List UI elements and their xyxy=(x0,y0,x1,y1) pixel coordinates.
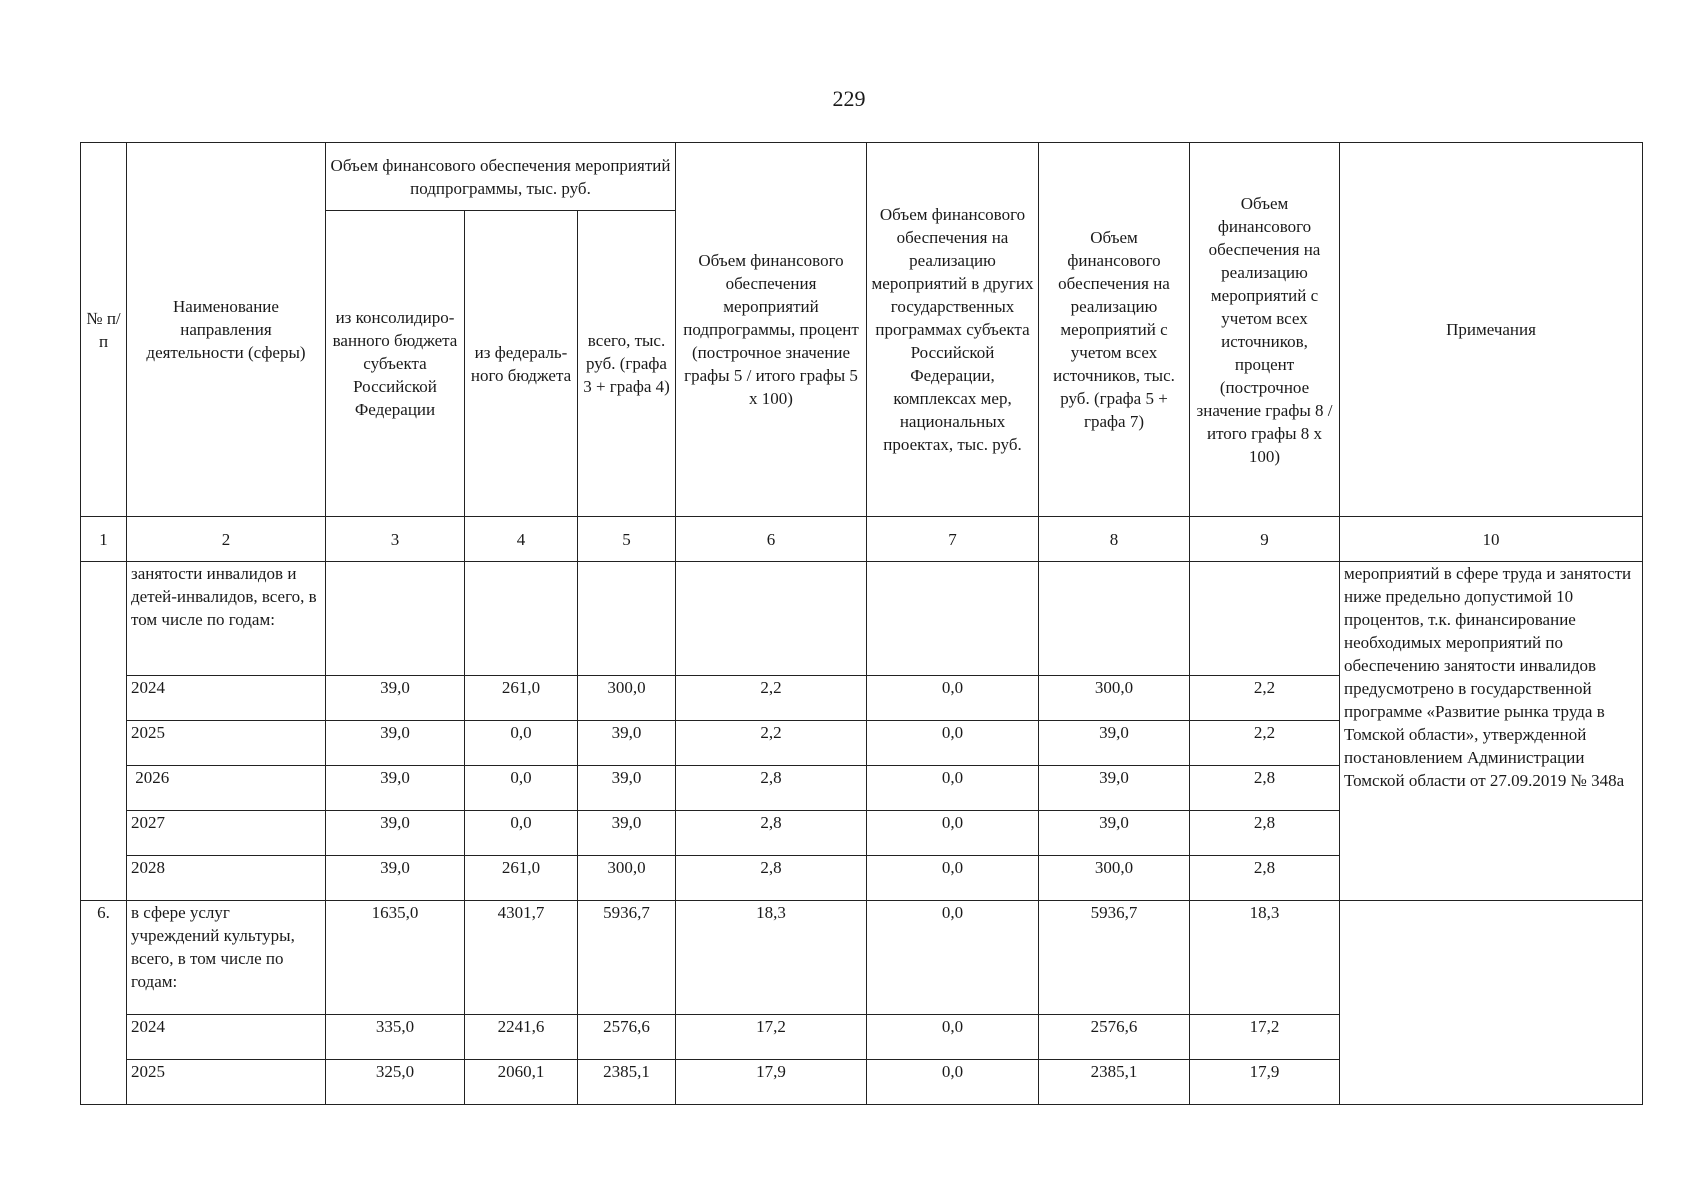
column-number: 1 xyxy=(81,517,127,562)
header-all-sources-amount: Объем финансового обеспечения на реализацию мероприятий с учетом всех источников, тыс. руб. (графа 5 + графа 7) xyxy=(1039,143,1190,517)
value-cell: 2576,6 xyxy=(1039,1015,1190,1060)
header-subprogram-percent: Объем финансового обеспечения мероприятий подпрограммы, процент (построчное значение графы 5 / итого графы 5 х 100) xyxy=(676,143,867,517)
value-cell: 2,8 xyxy=(676,811,867,856)
header-notes: Примечания xyxy=(1340,143,1643,517)
value-cell: 0,0 xyxy=(465,766,578,811)
value-cell: 2576,6 xyxy=(578,1015,676,1060)
value-cell: 261,0 xyxy=(465,676,578,721)
year-cell: 2026 xyxy=(127,766,326,811)
value-cell: 39,0 xyxy=(1039,811,1190,856)
value-cell: 39,0 xyxy=(1039,721,1190,766)
value-cell: 2385,1 xyxy=(578,1060,676,1105)
value-cell: 1635,0 xyxy=(326,901,465,1015)
value-cell: 325,0 xyxy=(326,1060,465,1105)
value-cell: 39,0 xyxy=(578,721,676,766)
value-cell: 0,0 xyxy=(867,766,1039,811)
column-number: 7 xyxy=(867,517,1039,562)
column-number: 2 xyxy=(127,517,326,562)
year-cell: 2028 xyxy=(127,856,326,901)
value-cell: 17,2 xyxy=(1190,1015,1340,1060)
value-cell: 0,0 xyxy=(867,811,1039,856)
value-cell: 2,2 xyxy=(676,676,867,721)
header-federal-budget: из федераль-ного бюджета xyxy=(465,211,578,517)
column-number: 10 xyxy=(1340,517,1643,562)
value-cell: 17,9 xyxy=(676,1060,867,1105)
value-cell: 0,0 xyxy=(867,676,1039,721)
year-cell: 2024 xyxy=(127,1015,326,1060)
value-cell: 300,0 xyxy=(1039,856,1190,901)
value-cell: 0,0 xyxy=(867,1015,1039,1060)
page-number: 229 xyxy=(832,86,866,111)
row-index xyxy=(81,562,127,901)
note-cell: мероприятий в сфере труда и занятости ниже предельно допустимой 10 процентов, т.к. финансирование необходимых мероприятий по обеспечению занятости инвалидов предусмотрено в государственной программе «Развитие рынка труда в Томской области», утвержденной постановлением Администрации Томской области от 27.09.2019 № 348а xyxy=(1340,562,1643,901)
value-cell: 0,0 xyxy=(465,721,578,766)
value-cell: 300,0 xyxy=(578,856,676,901)
value-cell: 2,2 xyxy=(676,721,867,766)
year-cell: 2027 xyxy=(127,811,326,856)
value-cell: 18,3 xyxy=(1190,901,1340,1015)
value-cell: 2385,1 xyxy=(1039,1060,1190,1105)
table-row xyxy=(81,901,1643,1015)
empty-cell xyxy=(1190,562,1340,676)
empty-cell xyxy=(465,562,578,676)
value-cell: 0,0 xyxy=(465,811,578,856)
column-number: 3 xyxy=(326,517,465,562)
header-other-programs: Объем финансового обеспечения на реализацию мероприятий в других государственных программах субъекта Российской Федерации, комплексах мер, национальных проектах, тыс. руб. xyxy=(867,143,1039,517)
value-cell: 0,0 xyxy=(867,901,1039,1015)
value-cell: 39,0 xyxy=(326,856,465,901)
value-cell: 0,0 xyxy=(867,721,1039,766)
empty-cell xyxy=(578,562,676,676)
value-cell: 39,0 xyxy=(326,811,465,856)
table-row xyxy=(81,562,1643,676)
value-cell: 39,0 xyxy=(326,766,465,811)
value-cell: 261,0 xyxy=(465,856,578,901)
value-cell: 17,9 xyxy=(1190,1060,1340,1105)
value-cell: 39,0 xyxy=(1039,766,1190,811)
year-cell: 2025 xyxy=(127,721,326,766)
empty-cell xyxy=(1039,562,1190,676)
value-cell: 335,0 xyxy=(326,1015,465,1060)
value-cell: 300,0 xyxy=(1039,676,1190,721)
empty-cell xyxy=(867,562,1039,676)
column-number: 8 xyxy=(1039,517,1190,562)
value-cell: 2,8 xyxy=(1190,811,1340,856)
column-number: 5 xyxy=(578,517,676,562)
header-consolidated-budget: из консолидиро-ванного бюджета субъекта Российской Федерации xyxy=(326,211,465,517)
header-activity-name: Наименование направления деятельности (сферы) xyxy=(127,143,326,517)
value-cell: 2,2 xyxy=(1190,676,1340,721)
value-cell: 39,0 xyxy=(326,721,465,766)
value-cell: 39,0 xyxy=(326,676,465,721)
value-cell: 2,2 xyxy=(1190,721,1340,766)
activity-title: в сфере услуг учреждений культуры, всего, в том числе по годам: xyxy=(127,901,326,1015)
header-all-sources-percent: Объем финансового обеспечения на реализацию мероприятий с учетом всех источников, процент (построчное значение графы 8 / итого графы 8 х 100) xyxy=(1190,143,1340,517)
value-cell: 39,0 xyxy=(578,766,676,811)
header-total: всего, тыс. руб. (графа 3 + графа 4) xyxy=(578,211,676,517)
value-cell: 300,0 xyxy=(578,676,676,721)
value-cell: 0,0 xyxy=(867,856,1039,901)
value-cell: 2,8 xyxy=(676,766,867,811)
activity-title: занятости инвалидов и детей-инвалидов, всего, в том числе по годам: xyxy=(127,562,326,676)
value-cell: 18,3 xyxy=(676,901,867,1015)
value-cell: 5936,7 xyxy=(1039,901,1190,1015)
value-cell: 2,8 xyxy=(676,856,867,901)
column-number: 6 xyxy=(676,517,867,562)
note-cell xyxy=(1340,901,1643,1105)
value-cell: 39,0 xyxy=(578,811,676,856)
value-cell: 2,8 xyxy=(1190,766,1340,811)
year-cell: 2025 xyxy=(127,1060,326,1105)
column-number: 4 xyxy=(465,517,578,562)
column-number: 9 xyxy=(1190,517,1340,562)
row-index: 6. xyxy=(81,901,127,1105)
value-cell: 2060,1 xyxy=(465,1060,578,1105)
value-cell: 17,2 xyxy=(676,1015,867,1060)
value-cell: 2,8 xyxy=(1190,856,1340,901)
value-cell: 2241,6 xyxy=(465,1015,578,1060)
header-row-number: № п/п xyxy=(81,143,127,517)
header-subprogram-financing: Объем финансового обеспечения мероприятий подпрограммы, тыс. руб. xyxy=(326,143,676,211)
financing-table xyxy=(80,142,1643,1105)
value-cell: 0,0 xyxy=(867,1060,1039,1105)
year-cell: 2024 xyxy=(127,676,326,721)
value-cell: 4301,7 xyxy=(465,901,578,1015)
value-cell: 5936,7 xyxy=(578,901,676,1015)
empty-cell xyxy=(326,562,465,676)
empty-cell xyxy=(676,562,867,676)
